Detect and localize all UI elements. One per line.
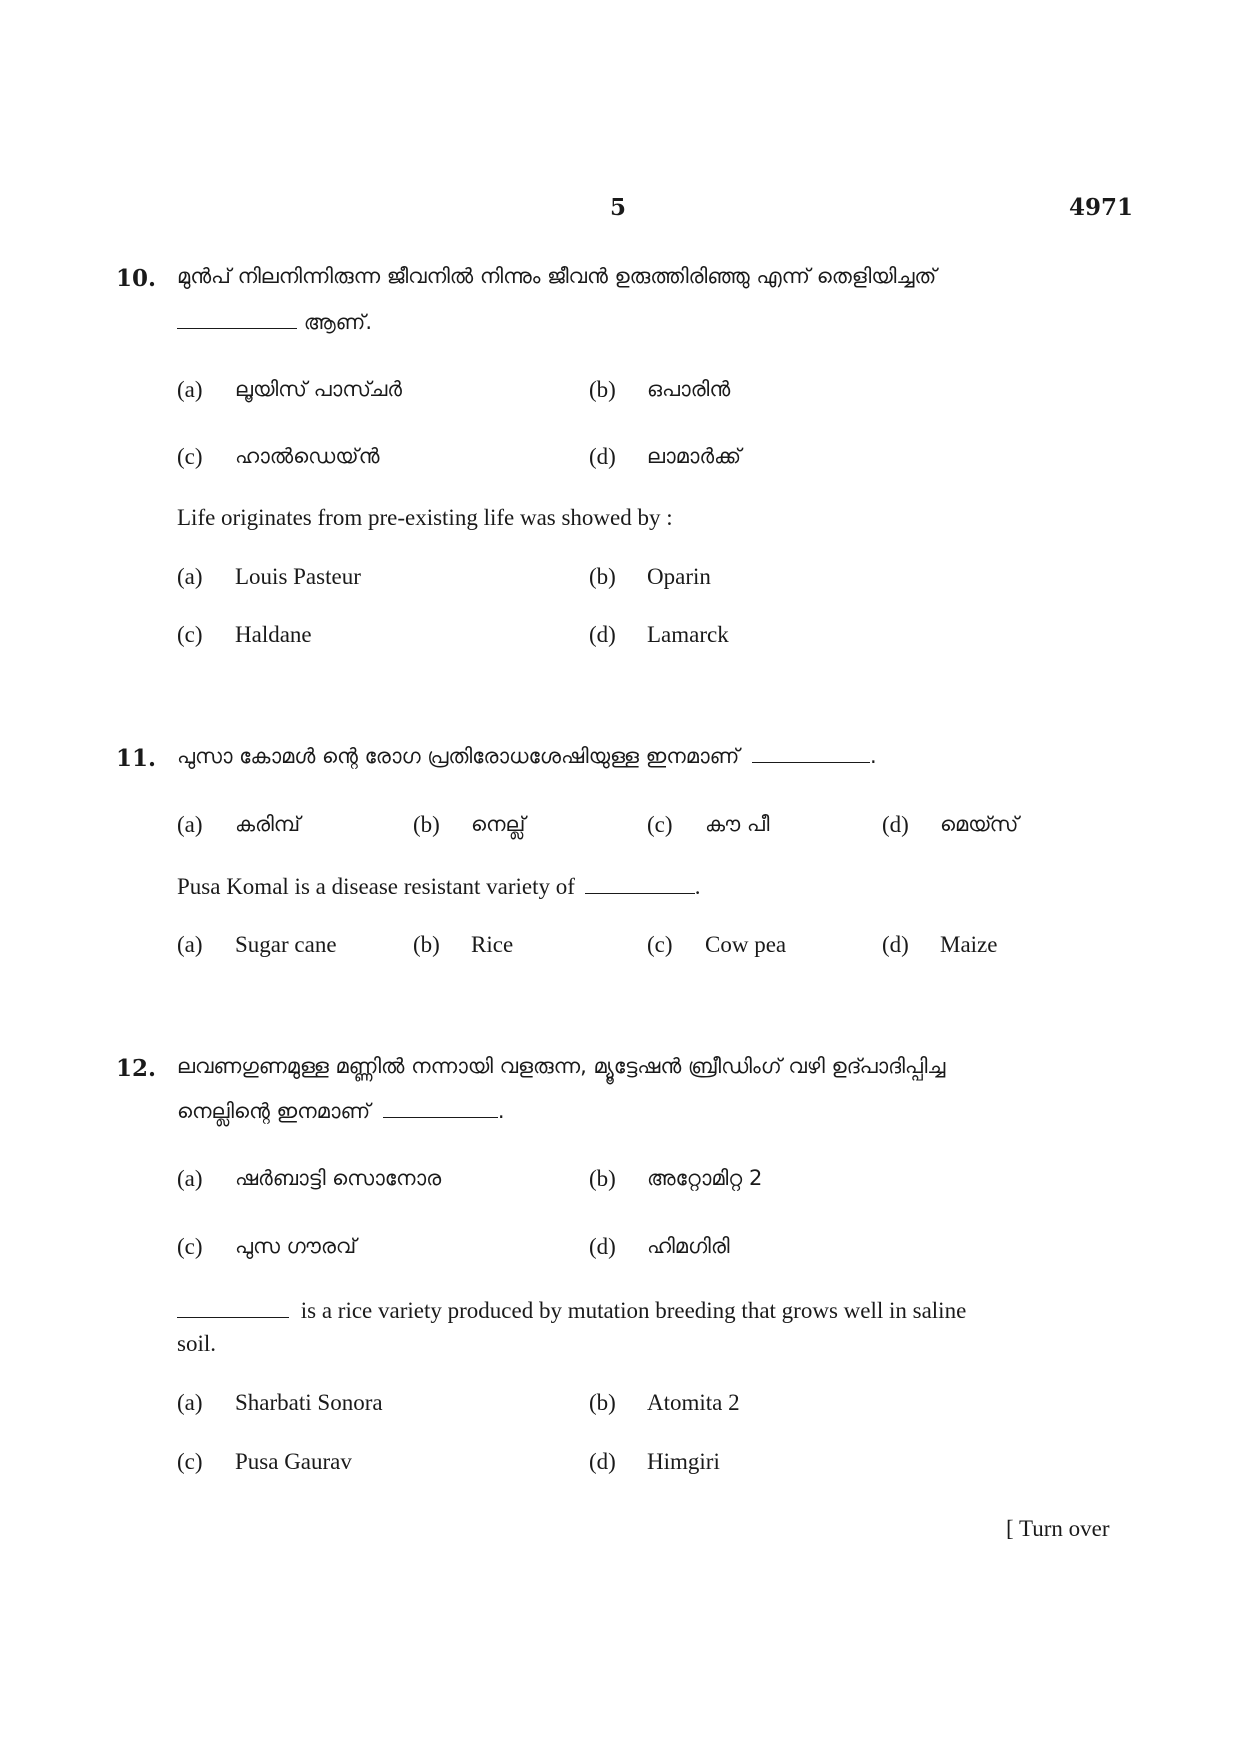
q10-ml-option-a-label: (a) [177,377,203,402]
question-11-ml-stem: പുസാ കോമൾ ന്റെ രോഗ പ്രതിരോധശേഷിയുള്ള ഇനമാണ് . [177,744,877,768]
q12-ml-option-b-label: (b) [589,1166,616,1191]
q12-en-option-c-label: (c) [177,1449,203,1474]
q11-ml-option-c-label: (c) [647,812,673,837]
q11-en-option-c-label: (c) [647,932,673,957]
q11-ml-option-a-text: കരിമ്പ് [235,812,301,836]
question-12-en-stem-line2: soil. [177,1331,216,1356]
q11-ml-option-b-label: (b) [413,812,440,837]
answer-blank [177,1299,289,1318]
q11-ml-option-c-text: കൗ പീ [705,812,770,836]
question-12-number: 12. [116,1055,157,1082]
q10-ml-option-c-text: ഹാൽഡെയ്ൻ [235,444,380,468]
q10-en-option-a-label: (a) [177,564,203,589]
q11-ml-option-b-text: നെല്ല് [471,812,526,836]
paper-code: 4971 [1069,194,1134,221]
question-10-number: 10. [116,265,157,292]
page-number: 5 [610,194,627,221]
en-stem-text: Pusa Komal is a disease resistant variety of [177,874,575,899]
answer-blank [177,310,297,329]
question-11-en-stem: Pusa Komal is a disease resistant variety of . [177,874,701,899]
question-12-ml-stem-line1: ലവണഗുണമുള്ള മണ്ണിൽ നന്നായി വളരുന്ന, മ്യൂട്ടേഷൻ ബ്രീഡിംഗ് വഴി ഉദ്പാദിപ്പിച്ച [177,1054,946,1078]
q11-en-option-a-text: Sugar cane [235,932,337,957]
question-10-ml-stem: മുൻപ് നിലനിന്നിരുന്ന ജീവനിൽ നിന്നും ജീവൻ ഉരുത്തിരിഞ്ഞു എന്ന് തെളിയിച്ചത് [177,264,937,288]
q11-en-option-d-label: (d) [882,932,909,957]
q11-en-option-b-label: (b) [413,932,440,957]
question-12-en-stem-line1 [177,1298,966,1324]
answer-blank [752,744,870,763]
q10-en-option-c-label: (c) [177,622,203,647]
turn-over-note: [ Turn over [1006,1516,1110,1541]
q10-ml-option-d-text: ലാമാർക്ക് [647,444,742,468]
q10-en-option-b-label: (b) [589,564,616,589]
q11-ml-option-a-label: (a) [177,812,203,837]
q11-ml-option-d-label: (d) [882,812,909,837]
q12-en-option-b-text: Atomita 2 [647,1390,740,1415]
q12-ml-option-a-label: (a) [177,1166,203,1191]
question-11-number: 11. [116,745,157,772]
q10-ml-option-a-text: ലൂയിസ് പാസ്ചർ [235,377,402,401]
q12-en-option-d-text: Himgiri [647,1449,720,1474]
q11-en-option-d-text: Maize [940,932,998,957]
q11-en-option-b-text: Rice [471,932,514,957]
q10-ml-option-c-label: (c) [177,444,203,469]
q10-ml-option-b-text: ഒപാരിൻ [647,377,731,401]
q10-en-option-b-text: Oparin [647,564,711,589]
q12-ml-option-c-label: (c) [177,1234,203,1259]
q12-ml-option-d-text: ഹിമഗിരി [647,1234,730,1258]
q10-ml-option-d-label: (d) [589,444,616,469]
q11-ml-option-d-text: മെയ്സ് [940,812,1019,836]
ml-stem-text: നെല്ലിന്റെ ഇനമാണ് [177,1099,371,1123]
q11-en-option-a-label: (a) [177,932,203,957]
q11-en-option-c-text: Cow pea [705,932,787,957]
q12-ml-option-a-text: ഷർബാട്ടി സൊനോര [235,1166,442,1190]
q10-ml-option-b-label: (b) [589,377,616,402]
q12-en-option-a-text: Sharbati Sonora [235,1390,383,1415]
q12-ml-option-b-text: അറ്റോമിറ്റ 2 [647,1166,763,1190]
ml-stem-text: പുസാ കോമൾ ന്റെ രോഗ പ്രതിരോധശേഷിയുള്ള ഇനമാണ് [177,744,740,768]
q10-en-option-d-text: Lamarck [647,622,729,647]
stem-tail-text: ആണ്. [303,310,373,334]
en-stem-text: is a rice variety produced by mutation breeding that grows well in saline [300,1298,967,1323]
q10-en-option-c-text: Haldane [235,622,312,647]
answer-blank [383,1099,498,1118]
q12-ml-option-d-label: (d) [589,1234,616,1259]
q10-en-option-a-text: Louis Pasteur [235,564,361,589]
question-12-ml-stem-line2: നെല്ലിന്റെ ഇനമാണ് . [177,1099,505,1123]
q12-en-option-d-label: (d) [589,1449,616,1474]
q10-en-option-d-label: (d) [589,622,616,647]
question-10-ml-stem-tail [177,310,372,335]
answer-blank [585,875,695,894]
q12-en-option-a-label: (a) [177,1390,203,1415]
question-10-en-stem: Life originates from pre-existing life was showed by : [177,505,673,530]
q12-en-option-c-text: Pusa Gaurav [235,1449,352,1474]
q12-ml-option-c-text: പുസ ഗൗരവ് [235,1234,357,1258]
q12-en-option-b-label: (b) [589,1390,616,1415]
